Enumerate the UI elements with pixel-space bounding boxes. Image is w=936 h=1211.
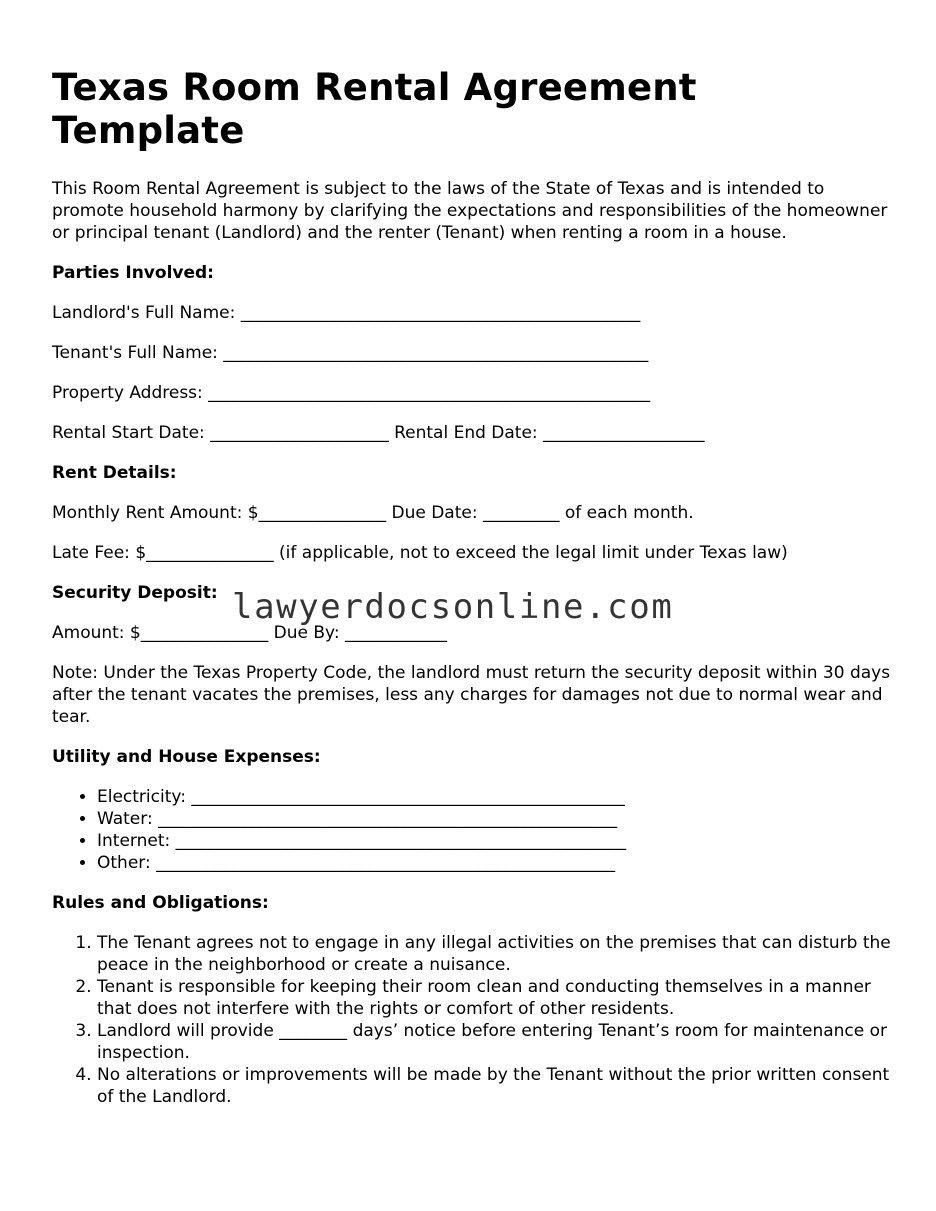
rules-heading: Rules and Obligations: xyxy=(52,893,269,913)
list-item: • Other: ______________________________________________________ xyxy=(97,852,892,874)
list-item: • Electricity: ___________________________________________________ xyxy=(97,786,892,808)
list-item: • Water: ______________________________________________________ xyxy=(97,808,892,830)
watermark: lawyerdocsonline.com xyxy=(232,587,674,627)
list-item: • Internet: _____________________________________________________ xyxy=(97,830,892,852)
monthly-rent-field: Monthly Rent Amount: $_______________ Due Date: _________ of each month. xyxy=(52,503,694,523)
deposit-amount-field: Amount: $_______________ Due By: ____________ xyxy=(52,623,448,643)
rules-list xyxy=(52,932,892,1108)
tenant-name-field: Tenant's Full Name: __________________________________________________ xyxy=(52,343,649,363)
landlord-name-field: Landlord's Full Name: _______________________________________________ xyxy=(52,303,641,323)
rent-heading: Rent Details: xyxy=(52,463,177,483)
late-fee-field: Late Fee: $_______________ (if applicable, not to exceed the legal limit under Texas law) xyxy=(52,543,788,563)
intro-paragraph: This Room Rental Agreement is subject to the laws of the State of Texas and is intended to promote household harmony by clarifying the expectations and responsibilities of the homeowner or principal tenant (Landlord) and the renter (Tenant) when renting a room in a house. xyxy=(52,179,888,243)
list-item: 4. No alterations or improvements will be made by the Tenant without the prior written consent of the Landlord. xyxy=(97,1064,892,1108)
deposit-note: Note: Under the Texas Property Code, the landlord must return the security deposit within 30 days after the tenant vacates the premises, less any charges for damages not due to normal wear and tear. xyxy=(52,663,891,727)
utilities-heading: Utility and House Expenses: xyxy=(52,747,321,767)
utilities-list xyxy=(52,786,892,874)
parties-heading: Parties Involved: xyxy=(52,263,214,283)
list-item: 2. Tenant is responsible for keeping their room clean and conducting themselves in a manner that does not interfere with the rights or comfort of other residents. xyxy=(97,976,892,1020)
property-address-field: Property Address: ____________________________________________________ xyxy=(52,383,651,403)
list-item: 1. The Tenant agrees not to engage in any illegal activities on the premises that can disturb the peace in the neighborhood or create a nuisance. xyxy=(97,932,892,976)
deposit-heading: Security Deposit: xyxy=(52,583,218,603)
rental-dates-field: Rental Start Date: _____________________ Rental End Date: ___________________ xyxy=(52,423,705,443)
list-item: 3. Landlord will provide ________ days’ notice before entering Tenant’s room for maintenance or inspection. xyxy=(97,1020,892,1064)
page-title: Texas Room Rental Agreement Template xyxy=(52,66,697,152)
